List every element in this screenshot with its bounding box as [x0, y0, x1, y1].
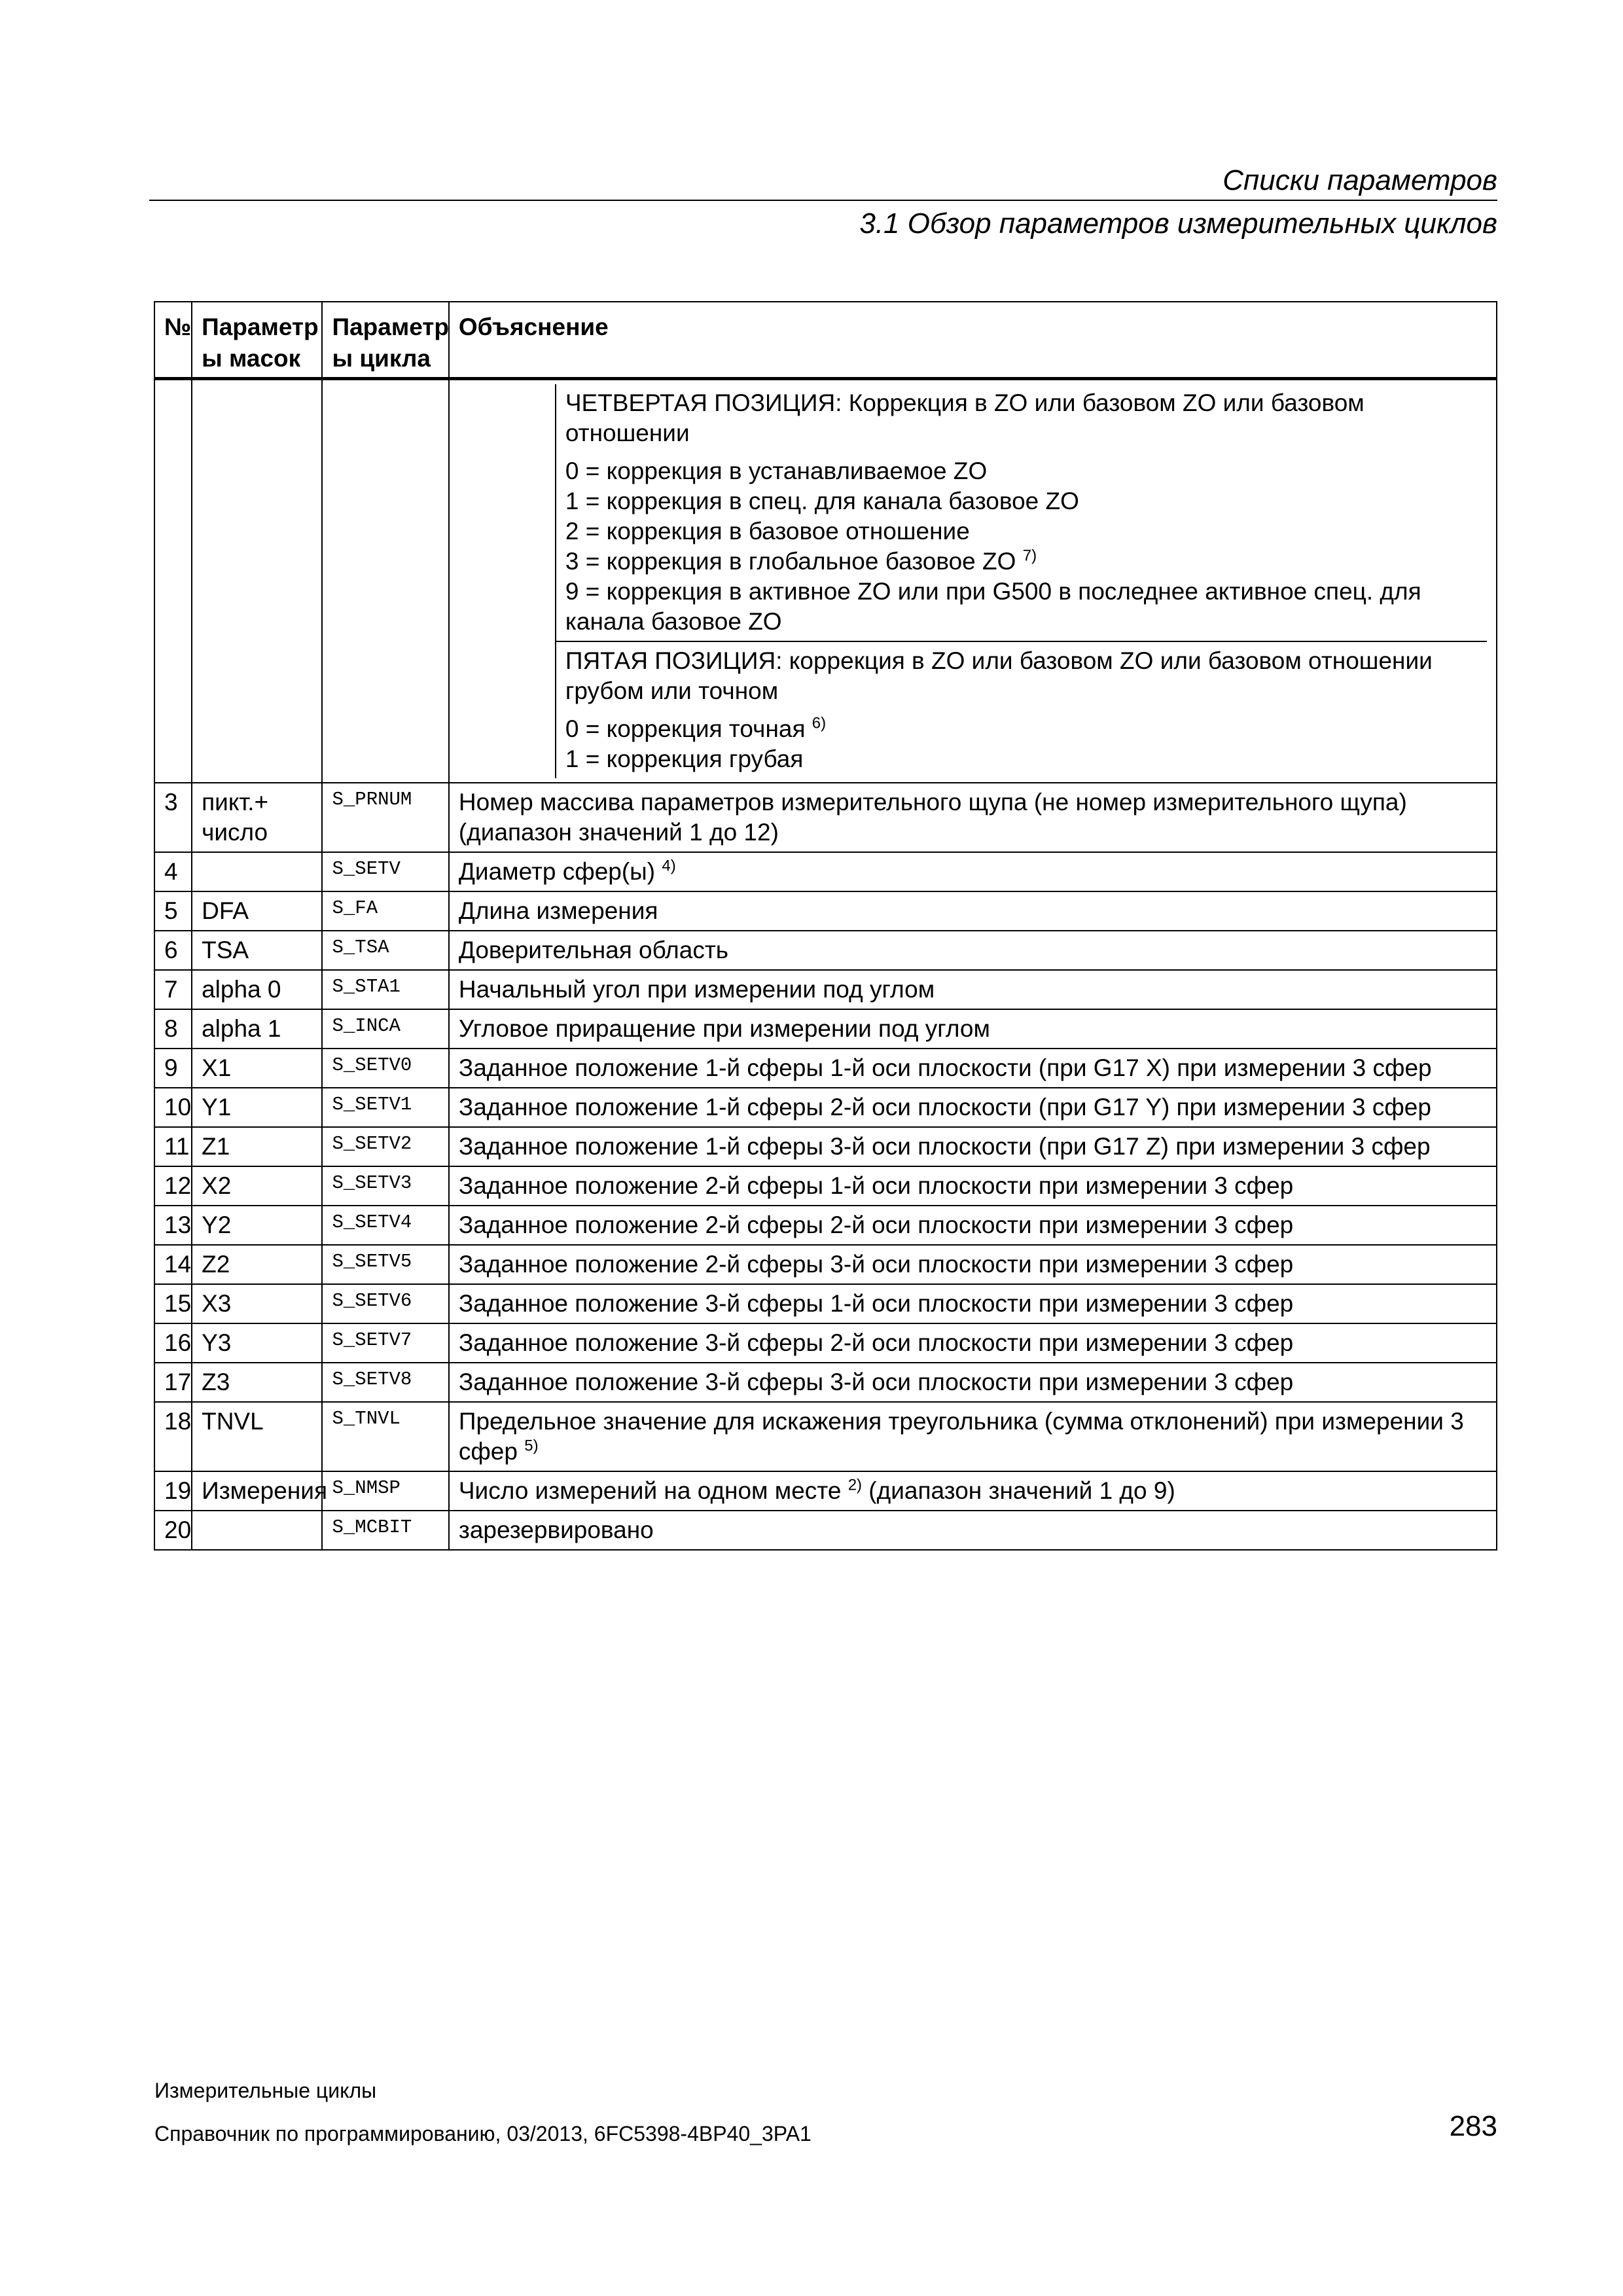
explanation-text: Длина измерения	[458, 897, 658, 924]
fourth-position-item-text: 2 = коррекция в базовое отношение	[565, 518, 970, 545]
cell-mask: DFA	[192, 891, 322, 931]
cell-explanation	[449, 1206, 1497, 1245]
cell-mask: Y1	[192, 1088, 322, 1127]
table-row	[154, 1206, 1497, 1245]
footer-manual-info: Справочник по программированию, 03/2013, 6FC5398-4BP40_3PA1	[154, 2122, 812, 2145]
explanation-text: Заданное положение 2-й сферы 1-й оси плоскости при измерении 3 сфер	[458, 1172, 1294, 1199]
cell-mask	[192, 379, 322, 783]
fifth-position-item-text: 1 = коррекция грубая	[565, 745, 804, 772]
fifth-position-item	[565, 744, 1478, 774]
footnote-ref: 6)	[812, 714, 827, 732]
fifth-position-item	[565, 714, 1478, 744]
cell-cycle	[322, 1471, 448, 1511]
cell-mask: Z3	[192, 1363, 322, 1402]
fourth-position-item	[565, 577, 1478, 637]
cell-mask: Z1	[192, 1127, 322, 1166]
fifth-position-block	[459, 641, 1487, 778]
cell-no: 19	[154, 1471, 192, 1511]
table-row	[154, 852, 1497, 891]
cell-cycle	[322, 1245, 448, 1284]
cell-mask: Y3	[192, 1323, 322, 1363]
cycle-param-code: S_TSA	[332, 937, 389, 958]
cell-mask: пикт.+ число	[192, 783, 322, 852]
cell-mask: Y2	[192, 1206, 322, 1245]
table-row	[154, 891, 1497, 931]
fourth-position-item-text: 1 = коррекция в спец. для канала базовое ZO	[565, 488, 1079, 514]
table-row	[154, 1363, 1497, 1402]
cell-cycle	[322, 1206, 448, 1245]
cell-cycle	[322, 1088, 448, 1127]
explanation-text: Угловое приращение при измерении под углом	[458, 1015, 990, 1042]
fifth-position-title: ПЯТАЯ ПОЗИЦИЯ: коррекция в ZO или базовом ZO или базовом отношении грубом или точном	[565, 647, 1433, 704]
fourth-position-item	[565, 456, 1478, 486]
cell-no: 18	[154, 1402, 192, 1471]
cell-no: 3	[154, 783, 192, 852]
fifth-position-items	[565, 714, 1478, 774]
explanation-text: Заданное положение 3-й сферы 3-й оси плоскости при измерении 3 сфер	[458, 1369, 1294, 1395]
cell-explanation	[449, 852, 1497, 891]
table-row-continued	[154, 379, 1497, 783]
cell-no: 12	[154, 1166, 192, 1206]
cycle-param-code: S_SETV2	[332, 1133, 412, 1155]
cell-explanation	[449, 931, 1497, 970]
cycle-param-code: S_PRNUM	[332, 789, 412, 810]
cell-explanation	[449, 1402, 1497, 1471]
cell-mask: TSA	[192, 931, 322, 970]
cell-explanation	[449, 783, 1497, 852]
cycle-param-code: S_SETV5	[332, 1251, 412, 1272]
cell-explanation	[449, 1009, 1497, 1049]
explanation-text: Заданное положение 2-й сферы 3-й оси плоскости при измерении 3 сфер	[458, 1251, 1294, 1278]
explanation-text: зарезервировано	[458, 1516, 654, 1543]
cell-cycle	[322, 891, 448, 931]
cell-no: 16	[154, 1323, 192, 1363]
cell-no: 7	[154, 970, 192, 1009]
cell-mask: X1	[192, 1049, 322, 1088]
cell-no: 14	[154, 1245, 192, 1284]
table-row	[154, 1088, 1497, 1127]
footnote-ref: 4)	[662, 857, 676, 875]
table-row	[154, 1284, 1497, 1323]
cell-cycle	[322, 1363, 448, 1402]
page-number: 283	[1449, 2110, 1497, 2142]
chapter-title: Списки параметров	[1222, 164, 1497, 196]
nested-position-table	[459, 384, 1487, 778]
cell-cycle	[322, 970, 448, 1009]
cell-cycle	[322, 1323, 448, 1363]
cell-explanation	[449, 1511, 1497, 1550]
cell-no: 9	[154, 1049, 192, 1088]
table-row	[154, 931, 1497, 970]
cell-cycle	[322, 1049, 448, 1088]
cycle-param-code: S_INCA	[332, 1015, 401, 1037]
table-row	[154, 1245, 1497, 1284]
cell-no: 4	[154, 852, 192, 891]
table-row	[154, 1166, 1497, 1206]
table-row	[154, 1471, 1497, 1511]
explanation-text: Предельное значение для искажения треугольника (сумма отклонений) при измерении 3 сфер	[458, 1408, 1464, 1465]
explanation-text: Доверительная область	[458, 937, 729, 963]
explanation-text: Заданное положение 1-й сферы 2-й оси плоскости (при G17 Y) при измерении 3 сфер	[458, 1094, 1431, 1121]
cell-cycle	[322, 1284, 448, 1323]
table-row	[154, 1127, 1497, 1166]
explanation-text-after: (диапазон значений 1 до 9)	[862, 1477, 1175, 1504]
cycle-param-code: S_SETV4	[332, 1211, 412, 1233]
cycle-param-code: S_FA	[332, 897, 378, 919]
cycle-param-code: S_SETV8	[332, 1369, 412, 1390]
cycle-param-code: S_SETV6	[332, 1290, 412, 1312]
cell-no: 6	[154, 931, 192, 970]
cell-explanation	[449, 891, 1497, 931]
fifth-position-item-text: 0 = коррекция точная	[565, 715, 806, 742]
table-row	[154, 1511, 1497, 1550]
header-rule	[149, 200, 1497, 201]
cell-cycle	[322, 1127, 448, 1166]
cell-no: 10	[154, 1088, 192, 1127]
cell-explanation	[449, 1323, 1497, 1363]
parameter-table	[154, 301, 1497, 1551]
cell-cycle	[322, 1009, 448, 1049]
cell-cycle	[322, 931, 448, 970]
cycle-param-code: S_SETV1	[332, 1094, 412, 1115]
cell-explanation	[449, 1284, 1497, 1323]
explanation-text: Заданное положение 3-й сферы 1-й оси плоскости при измерении 3 сфер	[458, 1290, 1294, 1317]
fourth-position-block	[459, 384, 1487, 641]
cell-cycle	[322, 379, 448, 783]
table-row	[154, 783, 1497, 852]
cycle-param-code: S_STA1	[332, 976, 401, 997]
cell-explanation	[449, 1471, 1497, 1511]
footnote-ref: 7)	[1022, 547, 1037, 565]
cell-explanation-nested	[449, 379, 1497, 783]
footnote-ref: 5)	[524, 1437, 539, 1455]
explanation-text: Заданное положение 1-й сферы 3-й оси плоскости (при G17 Z) при измерении 3 сфер	[458, 1133, 1431, 1160]
fourth-position-title: ЧЕТВЕРТАЯ ПОЗИЦИЯ: Коррекция в ZO или базовом ZO или базовом отношении	[565, 389, 1364, 446]
cell-mask	[192, 852, 322, 891]
cell-cycle	[322, 783, 448, 852]
table-row	[154, 1323, 1497, 1363]
explanation-text: Число измерений на одном месте	[458, 1477, 842, 1504]
cell-mask: alpha 0	[192, 970, 322, 1009]
cell-no: 20	[154, 1511, 192, 1550]
footnote-ref: 2)	[847, 1476, 863, 1494]
table-row	[154, 970, 1497, 1009]
explanation-text: Начальный угол при измерении под углом	[458, 976, 935, 1003]
explanation-text: Заданное положение 2-й сферы 2-й оси плоскости при измерении 3 сфер	[458, 1211, 1294, 1238]
table-row	[154, 1009, 1497, 1049]
cell-no: 8	[154, 1009, 192, 1049]
cycle-param-code: S_SETV3	[332, 1172, 412, 1194]
cell-no: 5	[154, 891, 192, 931]
cell-no: 11	[154, 1127, 192, 1166]
header-cycle-params: Параметр ы цикла	[322, 302, 448, 379]
fourth-position-items	[565, 456, 1478, 637]
cell-mask: X2	[192, 1166, 322, 1206]
cell-explanation	[449, 1088, 1497, 1127]
cell-no: 15	[154, 1284, 192, 1323]
cycle-param-code: S_NMSP	[332, 1477, 401, 1499]
table-header-row	[154, 302, 1497, 379]
cell-explanation	[449, 1363, 1497, 1402]
cell-explanation	[449, 970, 1497, 1009]
cell-no: 13	[154, 1206, 192, 1245]
header-no: №	[154, 302, 192, 379]
fourth-position-item-text: 9 = коррекция в активное ZO или при G500 в последнее активное спец. для канала базовое ZO	[565, 578, 1421, 635]
fourth-position-item	[565, 516, 1478, 547]
fourth-position-item-text: 0 = коррекция в устанавливаемое ZO	[565, 457, 988, 484]
cell-no	[154, 379, 192, 783]
cell-no: 17	[154, 1363, 192, 1402]
explanation-text: Номер массива параметров измерительного щупа (не номер измерительного щупа) (диапазон значений 1 до 12)	[458, 789, 1407, 846]
cycle-param-code: S_MCBIT	[332, 1516, 412, 1538]
cell-mask: X3	[192, 1284, 322, 1323]
table-row	[154, 1402, 1497, 1471]
cell-mask: alpha 1	[192, 1009, 322, 1049]
cell-mask: Z2	[192, 1245, 322, 1284]
explanation-text: Заданное положение 3-й сферы 2-й оси плоскости при измерении 3 сфер	[458, 1329, 1294, 1356]
header-explanation: Объяснение	[449, 302, 1497, 379]
fourth-position-item-text: 3 = коррекция в глобальное базовое ZO	[565, 548, 1016, 575]
explanation-text: Заданное положение 1-й сферы 1-й оси плоскости (при G17 X) при измерении 3 сфер	[458, 1054, 1432, 1081]
cycle-param-code: S_SETV	[332, 858, 401, 880]
cycle-param-code: S_TNVL	[332, 1408, 401, 1429]
footer-manual-title: Измерительные циклы	[154, 2079, 377, 2102]
cell-explanation	[449, 1166, 1497, 1206]
cell-cycle	[322, 1402, 448, 1471]
cycle-param-code: S_SETV0	[332, 1054, 412, 1076]
cycle-param-code: S_SETV7	[332, 1329, 412, 1351]
cell-explanation	[449, 1127, 1497, 1166]
table-row	[154, 1049, 1497, 1088]
cell-explanation	[449, 1245, 1497, 1284]
cell-cycle	[322, 1511, 448, 1550]
cell-cycle	[322, 852, 448, 891]
cell-cycle	[322, 1166, 448, 1206]
cell-mask	[192, 1511, 322, 1550]
explanation-text: Диаметр сфер(ы)	[458, 858, 656, 885]
fourth-position-item	[565, 486, 1478, 516]
cell-mask: TNVL	[192, 1402, 322, 1471]
section-title: 3.1 Обзор параметров измерительных циклов	[859, 207, 1497, 240]
fourth-position-item	[565, 547, 1478, 577]
cell-mask: Измерения	[192, 1471, 322, 1511]
cell-explanation	[449, 1049, 1497, 1088]
header-mask-params: Параметр ы масок	[192, 302, 322, 379]
